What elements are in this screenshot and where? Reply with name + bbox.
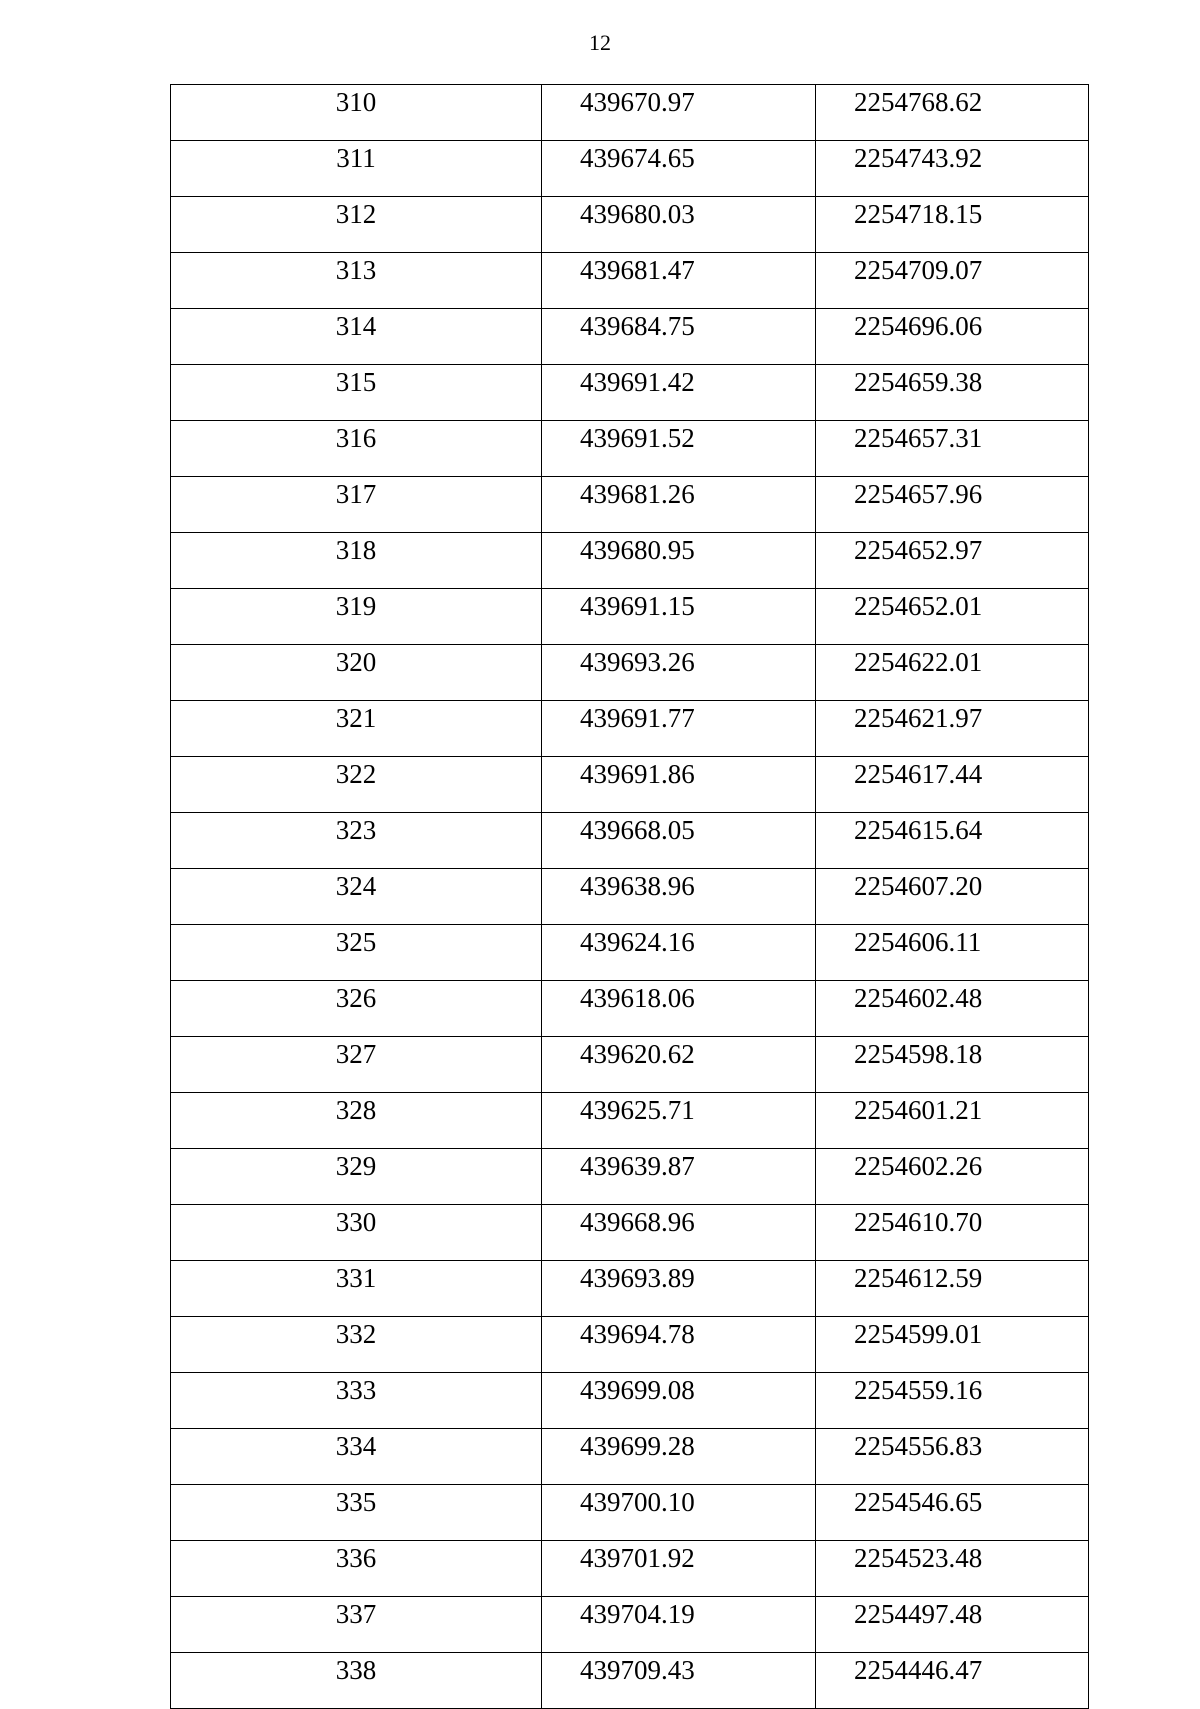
- table-row: [171, 1149, 1089, 1205]
- y-coordinate-cell: 2254657.31: [816, 421, 1089, 477]
- x-coordinate-cell: 439681.26: [542, 477, 816, 533]
- table-row: [171, 813, 1089, 869]
- y-coordinate-cell: 2254743.92: [816, 141, 1089, 197]
- table-row: [171, 1205, 1089, 1261]
- x-coordinate-cell: 439709.43: [542, 1653, 816, 1709]
- table-row: [171, 1373, 1089, 1429]
- table-row: [171, 85, 1089, 141]
- x-coordinate-cell: 439620.62: [542, 1037, 816, 1093]
- table-row: [171, 365, 1089, 421]
- x-coordinate-cell: 439674.65: [542, 141, 816, 197]
- point-number-cell: 334: [171, 1429, 542, 1485]
- point-number-cell: 325: [171, 925, 542, 981]
- table-row: [171, 1429, 1089, 1485]
- table-row: [171, 589, 1089, 645]
- y-coordinate-cell: 2254659.38: [816, 365, 1089, 421]
- x-coordinate-cell: 439670.97: [542, 85, 816, 141]
- x-coordinate-cell: 439691.15: [542, 589, 816, 645]
- point-number-cell: 321: [171, 701, 542, 757]
- point-number-cell: 317: [171, 477, 542, 533]
- y-coordinate-cell: 2254617.44: [816, 757, 1089, 813]
- y-coordinate-cell: 2254546.65: [816, 1485, 1089, 1541]
- x-coordinate-cell: 439691.77: [542, 701, 816, 757]
- point-number-cell: 311: [171, 141, 542, 197]
- point-number-cell: 330: [171, 1205, 542, 1261]
- y-coordinate-cell: 2254607.20: [816, 869, 1089, 925]
- table-row: [171, 477, 1089, 533]
- y-coordinate-cell: 2254768.62: [816, 85, 1089, 141]
- y-coordinate-cell: 2254652.97: [816, 533, 1089, 589]
- x-coordinate-cell: 439691.86: [542, 757, 816, 813]
- point-number-cell: 314: [171, 309, 542, 365]
- x-coordinate-cell: 439684.75: [542, 309, 816, 365]
- y-coordinate-cell: 2254610.70: [816, 1205, 1089, 1261]
- x-coordinate-cell: 439691.42: [542, 365, 816, 421]
- point-number-cell: 319: [171, 589, 542, 645]
- y-coordinate-cell: 2254523.48: [816, 1541, 1089, 1597]
- y-coordinate-cell: 2254598.18: [816, 1037, 1089, 1093]
- x-coordinate-cell: 439700.10: [542, 1485, 816, 1541]
- x-coordinate-cell: 439699.28: [542, 1429, 816, 1485]
- point-number-cell: 329: [171, 1149, 542, 1205]
- point-number-cell: 313: [171, 253, 542, 309]
- point-number-cell: 332: [171, 1317, 542, 1373]
- table-row: [171, 197, 1089, 253]
- point-number-cell: 327: [171, 1037, 542, 1093]
- y-coordinate-cell: 2254718.15: [816, 197, 1089, 253]
- x-coordinate-cell: 439691.52: [542, 421, 816, 477]
- table-row: [171, 757, 1089, 813]
- y-coordinate-cell: 2254657.96: [816, 477, 1089, 533]
- table-row: [171, 533, 1089, 589]
- table-row: [171, 309, 1089, 365]
- table-row: [171, 1653, 1089, 1709]
- y-coordinate-cell: 2254602.26: [816, 1149, 1089, 1205]
- x-coordinate-cell: 439694.78: [542, 1317, 816, 1373]
- point-number-cell: 315: [171, 365, 542, 421]
- point-number-cell: 316: [171, 421, 542, 477]
- x-coordinate-cell: 439693.89: [542, 1261, 816, 1317]
- x-coordinate-cell: 439699.08: [542, 1373, 816, 1429]
- y-coordinate-cell: 2254601.21: [816, 1093, 1089, 1149]
- table-row: [171, 869, 1089, 925]
- table-row: [171, 421, 1089, 477]
- x-coordinate-cell: 439638.96: [542, 869, 816, 925]
- y-coordinate-cell: 2254497.48: [816, 1597, 1089, 1653]
- y-coordinate-cell: 2254709.07: [816, 253, 1089, 309]
- x-coordinate-cell: 439668.05: [542, 813, 816, 869]
- table-row: [171, 1485, 1089, 1541]
- x-coordinate-cell: 439704.19: [542, 1597, 816, 1653]
- y-coordinate-cell: 2254612.59: [816, 1261, 1089, 1317]
- x-coordinate-cell: 439624.16: [542, 925, 816, 981]
- table-row: [171, 253, 1089, 309]
- table-row: [171, 141, 1089, 197]
- point-number-cell: 312: [171, 197, 542, 253]
- coordinates-table: [170, 84, 1089, 1709]
- point-number-cell: 335: [171, 1485, 542, 1541]
- y-coordinate-cell: 2254696.06: [816, 309, 1089, 365]
- point-number-cell: 333: [171, 1373, 542, 1429]
- x-coordinate-cell: 439625.71: [542, 1093, 816, 1149]
- y-coordinate-cell: 2254606.11: [816, 925, 1089, 981]
- table-row: [171, 1597, 1089, 1653]
- x-coordinate-cell: 439681.47: [542, 253, 816, 309]
- y-coordinate-cell: 2254622.01: [816, 645, 1089, 701]
- y-coordinate-cell: 2254621.97: [816, 701, 1089, 757]
- table-row: [171, 925, 1089, 981]
- table-row: [171, 1093, 1089, 1149]
- table-row: [171, 1037, 1089, 1093]
- point-number-cell: 336: [171, 1541, 542, 1597]
- y-coordinate-cell: 2254446.47: [816, 1653, 1089, 1709]
- table-row: [171, 981, 1089, 1037]
- x-coordinate-cell: 439680.03: [542, 197, 816, 253]
- coordinates-table-body: [171, 85, 1089, 1709]
- point-number-cell: 320: [171, 645, 542, 701]
- point-number-cell: 326: [171, 981, 542, 1037]
- table-row: [171, 1261, 1089, 1317]
- point-number-cell: 324: [171, 869, 542, 925]
- point-number-cell: 331: [171, 1261, 542, 1317]
- y-coordinate-cell: 2254602.48: [816, 981, 1089, 1037]
- y-coordinate-cell: 2254559.16: [816, 1373, 1089, 1429]
- y-coordinate-cell: 2254615.64: [816, 813, 1089, 869]
- page-number: 12: [589, 30, 611, 55]
- y-coordinate-cell: 2254652.01: [816, 589, 1089, 645]
- table-row: [171, 701, 1089, 757]
- table-row: [171, 1317, 1089, 1373]
- y-coordinate-cell: 2254556.83: [816, 1429, 1089, 1485]
- table-row: [171, 1541, 1089, 1597]
- x-coordinate-cell: 439668.96: [542, 1205, 816, 1261]
- point-number-cell: 323: [171, 813, 542, 869]
- point-number-cell: 338: [171, 1653, 542, 1709]
- x-coordinate-cell: 439693.26: [542, 645, 816, 701]
- x-coordinate-cell: 439701.92: [542, 1541, 816, 1597]
- x-coordinate-cell: 439639.87: [542, 1149, 816, 1205]
- y-coordinate-cell: 2254599.01: [816, 1317, 1089, 1373]
- point-number-cell: 328: [171, 1093, 542, 1149]
- x-coordinate-cell: 439618.06: [542, 981, 816, 1037]
- x-coordinate-cell: 439680.95: [542, 533, 816, 589]
- point-number-cell: 337: [171, 1597, 542, 1653]
- point-number-cell: 318: [171, 533, 542, 589]
- table-row: [171, 645, 1089, 701]
- point-number-cell: 322: [171, 757, 542, 813]
- point-number-cell: 310: [171, 85, 542, 141]
